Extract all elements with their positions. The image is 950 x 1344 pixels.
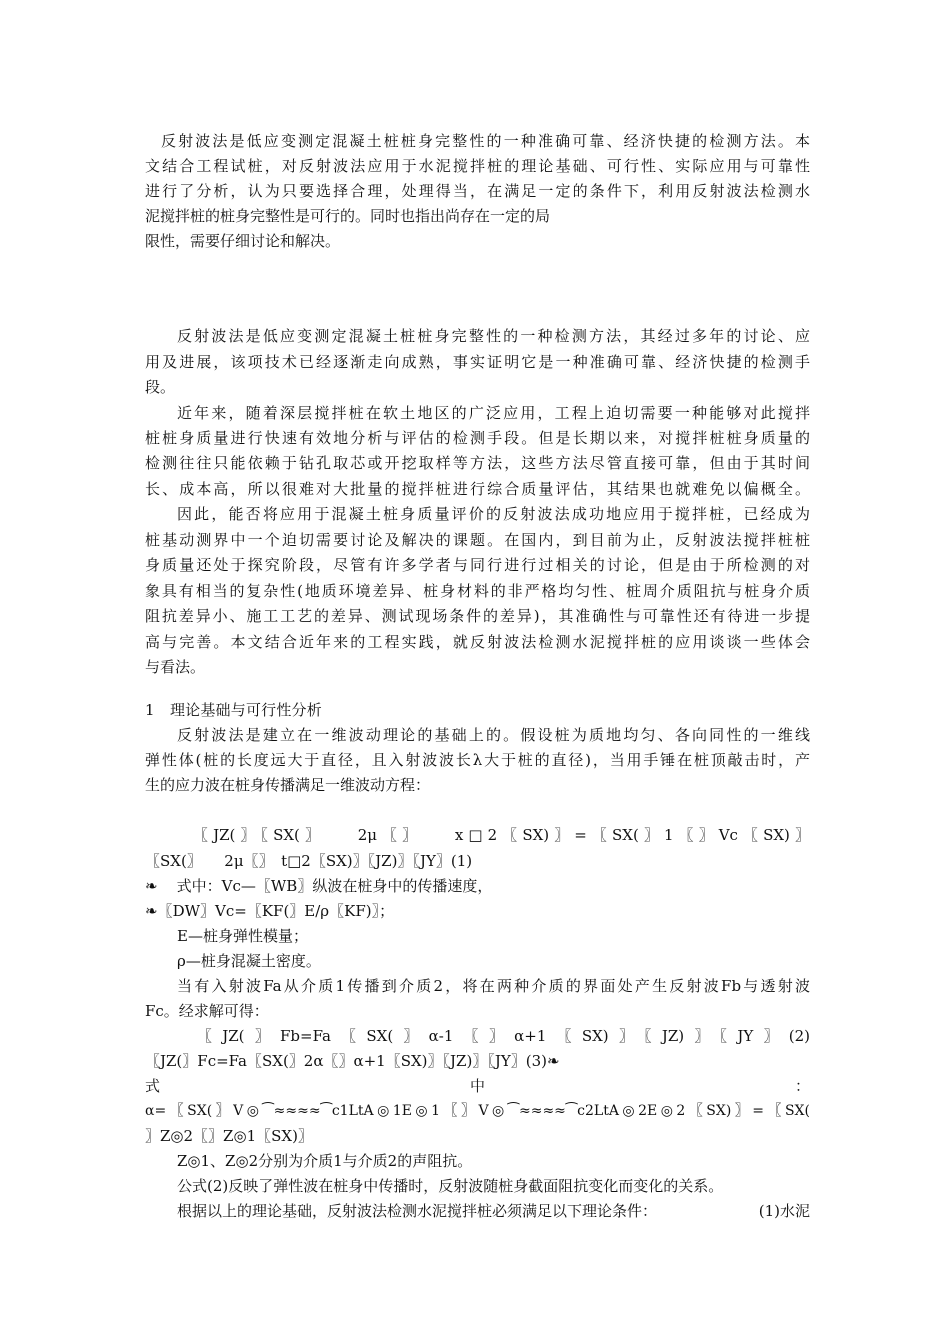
paragraph-line: 弹性体(桩的长度远大于直径，且入射波波长λ大于桩的直径)，当用手锤在桩顶敲击时，产 xyxy=(145,751,810,769)
bullet-icon: ❧ xyxy=(145,902,158,920)
paragraph-line: 长、成本高，所以很难对大批量的搅拌桩进行综合质量评估，其结果也就难免以偏概全。 xyxy=(145,480,810,498)
formula-line: 〖JZ(〗Fb=Fa〖SX(〗α-1〖〗α+1〖SX)〗〖JZ)〗〖JY〗(2) xyxy=(197,1027,810,1045)
definition-line xyxy=(145,873,810,899)
paragraph-line: 反射波法是低应变测定混凝土桩桩身完整性的一种检测方法，其经过多年的讨论、应 xyxy=(177,327,810,345)
paragraph-line: 近年来，随着深层搅拌桩在软土地区的广泛应用，工程上迫切需要一种能够对此搅拌 xyxy=(177,404,810,422)
paragraph-line: 生的应力波在桩身传播满足一维波动方程： xyxy=(145,776,431,794)
paragraph-line: 反射波法是建立在一维波动理论的基础上的。假设桩为质地均匀、各向同性的一维线 xyxy=(177,726,810,744)
definition-line: Z◎1、Z◎2分别为介质1与介质2的声阻抗。 xyxy=(177,1152,473,1170)
abstract-line: 反射波法是低应变测定混凝土桩桩身完整性的一种准确可靠、经济快捷的检测方法。本 xyxy=(161,132,810,150)
paragraph-line: 检测往往只能依赖于钻孔取芯或开挖取样等方法，这些方法尽管直接可靠，但由于其时间 xyxy=(145,454,810,472)
section-heading: 1 理论基础与可行性分析 xyxy=(145,701,322,719)
where-mid: 中 xyxy=(469,1077,485,1095)
paragraph-line: 公式(2)反映了弹性波在桩身中传播时，反射波随桩身截面阻抗变化而变化的关系。 xyxy=(177,1177,724,1195)
paragraph-line: 阻抗差异小、施工工艺的差异、测试现场条件的差异)，其准确性与可靠性还有待进一步提 xyxy=(145,607,810,625)
paragraph-line: 当有入射波Fa从介质1传播到介质2，将在两种介质的界面处产生反射波Fb与透射波 xyxy=(177,977,810,995)
abstract-line: 泥搅拌桩的桩身完整性是可行的。同时也指出尚存在一定的局 xyxy=(145,207,551,225)
formula-line: α=〖SX(〗V◎⁀≈≈≈≈⁀c1LtA◎1E◎1〖〗V◎⁀≈≈≈≈⁀c2LtA◎2E◎2〖SX)〗=〖SX( xyxy=(145,1103,810,1119)
definition-text: 〖DW〗Vc=〖KF(〗E/ρ〖KF)〗； xyxy=(157,902,395,920)
paragraph-line: 象具有相当的复杂性(地质环境差异、桩身材料的非严格均匀性、桩周介质阻抗与桩身介质 xyxy=(145,582,810,600)
bullet-icon: ❧ xyxy=(546,1052,560,1070)
bullet-icon: ❧ xyxy=(145,877,177,895)
formula-line: 〖SX(〗 2μ〖〗 t□2〖SX)〗〖JZ)〗〖JY〗(1) xyxy=(145,852,473,870)
formula-text: 〖JZ(〗Fc=Fa〖SX(〗2α〖〗α+1〖SX)〗〖JZ)〗〖JY〗(3) xyxy=(145,1052,547,1070)
where-right: ： xyxy=(794,1077,810,1095)
paragraph-line: 段。 xyxy=(145,378,176,396)
paragraph-text: 根据以上的理论基础，反射波法检测水泥搅拌桩必须满足以下理论条件： xyxy=(177,1202,658,1220)
abstract-line: 限性，需要仔细讨论和解决。 xyxy=(145,232,341,250)
paragraph-line: 身质量还处于探究阶段，尽管有许多学者与同行进行过相关的讨论，但是由于所检测的对 xyxy=(145,556,810,574)
abstract-line: 文结合工程试桩，对反射波法应用于水泥搅拌桩的理论基础、可行性、实际应用与可靠性 xyxy=(145,157,810,175)
formula-line xyxy=(145,1048,810,1074)
definition-line: E—桩身弹性模量； xyxy=(177,927,308,945)
paragraph-line: Fc。经求解可得： xyxy=(145,1002,269,1020)
where-line xyxy=(145,1073,810,1099)
paragraph-line: 用及进展，该项技术已经逐渐走向成熟，事实证明它是一种准确可靠、经济快捷的检测手 xyxy=(145,353,810,371)
definition-line: ρ—桩身混凝土密度。 xyxy=(177,952,321,970)
formula-line: 〖JZ(〗〖SX(〗 2μ〖〗 x□2〖SX)〗=〖SX(〗1〖〗Vc〖SX)〗 xyxy=(193,826,810,844)
formula-line: 〗Z◎2〖〗Z◎1〖SX)〗 xyxy=(145,1127,313,1145)
paragraph-line: 与看法。 xyxy=(145,658,206,676)
where-left: 式 xyxy=(145,1077,161,1095)
definition-text: 式中：Vc—〖WB〗纵波在桩身中的传播速度， xyxy=(176,877,493,895)
paragraph-line xyxy=(177,1198,810,1224)
paragraph-line: 因此，能否将应用于混凝土桩身质量评价的反射波法成功地应用于搅拌桩，已经成为 xyxy=(177,505,810,523)
paragraph-line: 高与完善。本文结合近年来的工程实践，就反射波法检测水泥搅拌桩的应用谈谈一些体会 xyxy=(145,633,810,651)
paragraph-text: (1)水泥 xyxy=(758,1202,810,1220)
abstract-line: 进行了分析，认为只要选择合理，处理得当，在满足一定的条件下，利用反射波法检测水 xyxy=(145,182,810,200)
definition-line xyxy=(145,898,810,924)
paragraph-line: 桩桩身质量进行快速有效地分析与评估的检测手段。但是长期以来，对搅拌桩桩身质量的 xyxy=(145,429,810,447)
paragraph-line: 桩基动测界中一个迫切需要讨论及解决的课题。在国内，到目前为止，反射波法搅拌桩桩 xyxy=(145,531,810,549)
